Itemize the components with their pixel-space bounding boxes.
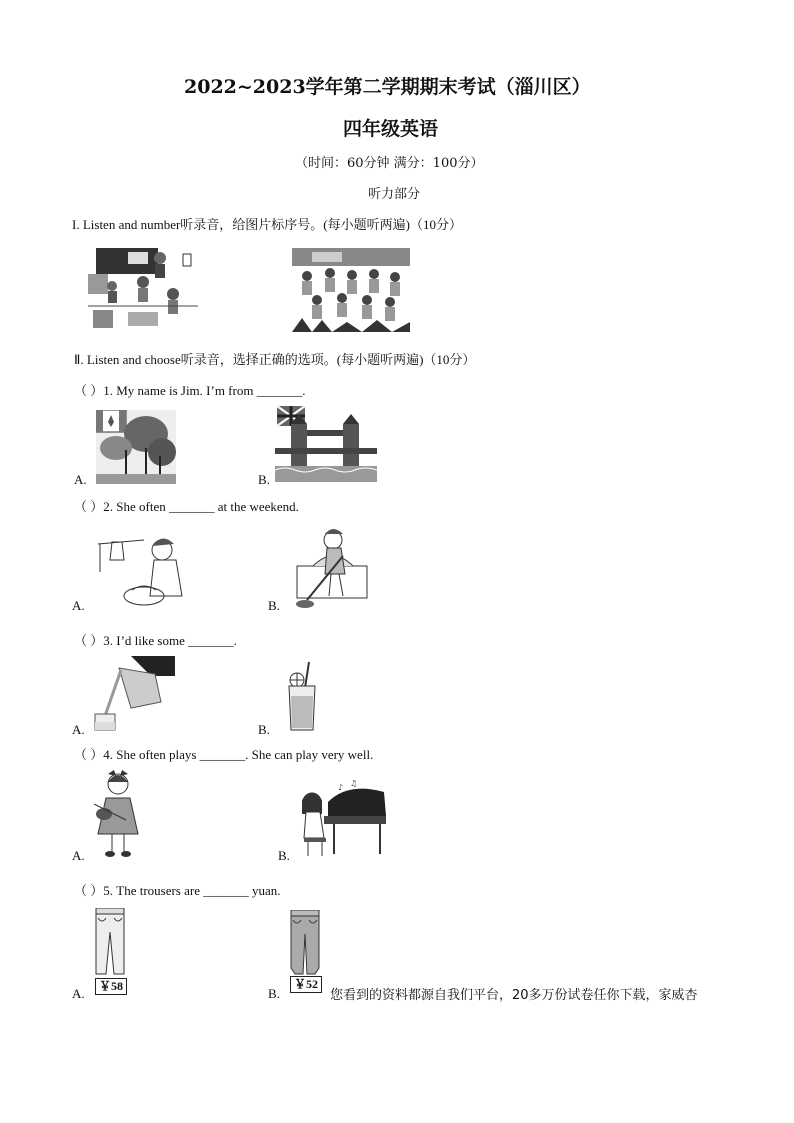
trousers-a-image (94, 908, 126, 976)
question-5-option-b-label: B. (268, 986, 280, 1001)
orange-juice-image (283, 660, 321, 732)
question-1-option-b-label: B. (258, 472, 270, 487)
canada-forest-image (96, 410, 176, 484)
question-3-option-a-label: A. (72, 722, 85, 737)
price-tag-a: ￥58 (95, 978, 127, 995)
question-2-option-a-label: A. (72, 598, 85, 613)
question-3-option-b-label: B. (258, 722, 270, 737)
question-5-option-a-label: A. (72, 986, 85, 1001)
question-4-option-a-label: A. (72, 848, 85, 863)
trousers-b-image (289, 910, 321, 976)
exam-subtitle: 四年级英语 (343, 118, 439, 140)
question-4-stem: （ ）4. She often plays _______. She can play very well. (74, 747, 374, 762)
question-4-option-b-label: B. (278, 848, 290, 863)
price-tag-b: ￥52 (290, 976, 322, 993)
part2-heading: Ⅱ. Listen and choose听录音，选择正确的选项。(每小题听两遍)（10分） (74, 352, 476, 367)
question-2-stem: （ ）2. She often _______ at the weekend. (74, 499, 299, 514)
girl-playing-piano-image (298, 780, 390, 858)
question-5-stem: （ ）5. The trousers are _______ yuan. (74, 883, 281, 898)
question-1-stem: （ ）1. My name is Jim. I’m from _______. (74, 383, 306, 398)
question-2-option-b-label: B. (268, 598, 280, 613)
uk-tower-bridge-image (275, 404, 377, 482)
exam-title: 2022~2023学年第二学期期末考试（淄川区） (184, 76, 591, 98)
question-1-option-a-label: A. (74, 472, 87, 487)
exam-info: （时间：60分钟 满分：100分） (295, 156, 484, 171)
part1-heading: I. Listen and number听录音，给图片标序号。(每小题听两遍)（10分） (72, 217, 462, 232)
classroom-cleaning-image (88, 244, 198, 330)
svg-text:♪: ♪ (338, 783, 344, 792)
question-3-stem: （ ）3. I’d like some _______. (74, 633, 237, 648)
watermark-text: 您看到的资料都源自我们平台，20多万份试卷任你下载，家威杏 (330, 988, 698, 1003)
girl-mopping-image (293, 526, 371, 610)
children-dancing-image (292, 248, 410, 332)
girl-playing-violin-image (92, 768, 144, 858)
pouring-milk-image (91, 656, 175, 732)
section-name: 听力部分 (368, 187, 421, 202)
girl-washing-clothes-image (94, 530, 190, 610)
svg-text:♫: ♫ (350, 780, 358, 788)
